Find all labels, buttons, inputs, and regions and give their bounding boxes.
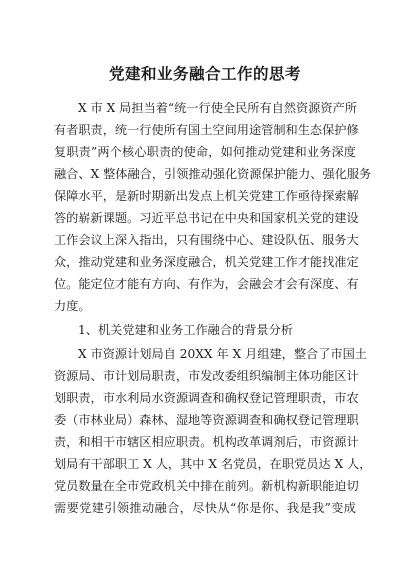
paragraph-2-line: 委（市林业局）森林、湿地等资源调查和确权登记管理职 [54,413,359,427]
section-heading: 1、机关党建和业务工作融合的背景分析 [78,323,293,337]
paragraph-1-line: X 市 X 局担当着“统一行使全民所有自然资源资产所 [78,101,357,115]
paragraph-2-line: 划职责，市水利局水资源调查和确权登记管理职责，市农 [54,391,359,405]
paragraph-1-line: 保障水平，是新时期新出发点上机关党建工作亟待探索解 [54,189,359,203]
paragraph-1-line: 答的崭新课题。习近平总书记在中央和国家机关党的建设 [54,211,359,225]
paragraph-1-line: 力度。 [54,299,91,313]
paragraph-2-line: 资源局、市计划局职责，市发改委组织编制主体功能区计 [54,369,359,383]
paragraph-2-line: 责，和相干市辖区相应职责。机构改革调剂后，市资源计 [54,435,359,449]
document-title: 党建和业务融合工作的思考 [108,65,301,83]
paragraph-1-line: 工作会议上深入指出，只有围绕中心、建设队伍、服务大 [54,233,359,247]
paragraph-1-line: 众，推动党建和业务深度融合，机关党建工作才能找准定 [54,255,359,269]
paragraph-2-line: 需要党建引领推动融合，尽快从“你是你、我是我”变成 [54,501,356,515]
paragraph-1-line: 有者职责，统一行使所有国土空间用途管制和生态保护修 [54,123,359,137]
paragraph-2-line: 划局有干部职工 X 人，其中 X 名党员，在职党员达 X 人， [54,457,372,471]
paragraph-1-line: 融合、X 整体融合，引领推动强化资源保护能力、强化服务 [54,167,372,181]
paragraph-1-line: 位。能定位才能有方向、有作为，会融会才会有深度、有 [54,277,359,291]
paragraph-1-line: 复职责”两个核心职责的使命，如何推动党建和业务深度 [54,145,356,159]
paragraph-2-line: 党员数量在全市党政机关中排在前列。新机构新职能迫切 [54,479,359,493]
paragraph-2-line: X 市资源计划局自 20XX 年 X 月组建，整合了市国土 [78,347,367,361]
